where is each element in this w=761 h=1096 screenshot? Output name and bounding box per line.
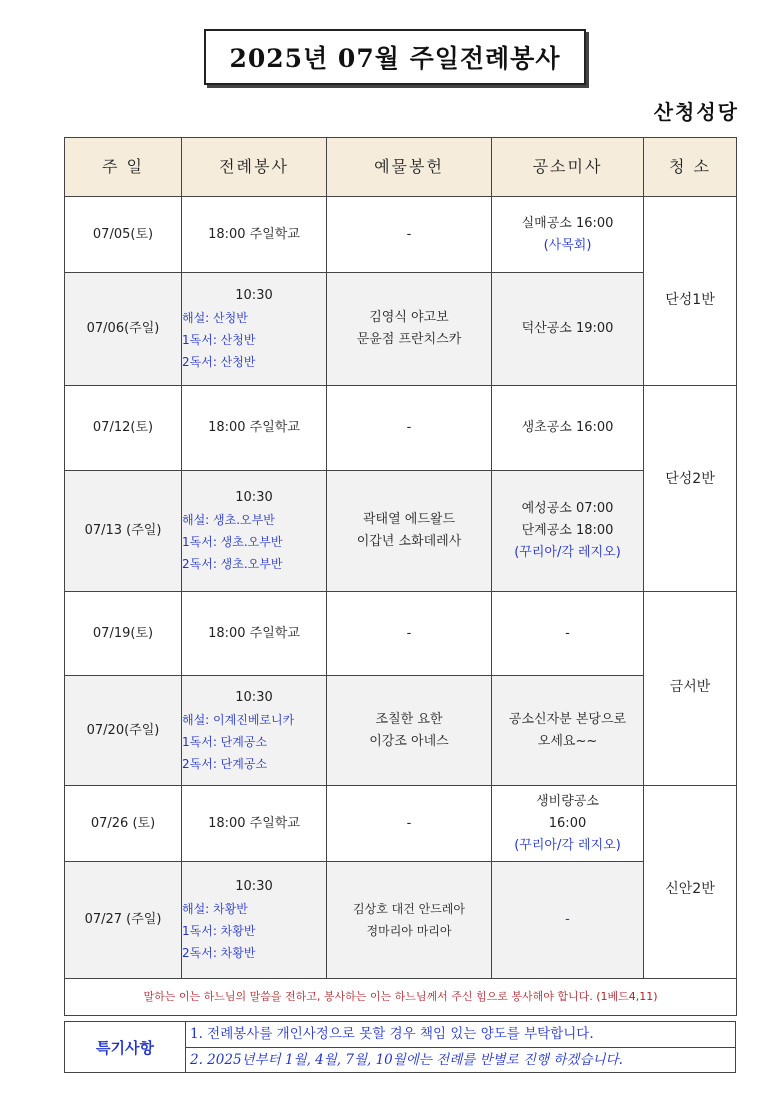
offering-cell xyxy=(327,386,492,471)
mission-line: 16:00 xyxy=(548,815,587,831)
date-cell: 07/20(주일) xyxy=(65,676,182,786)
mission-cell xyxy=(492,386,644,471)
offering-line: 문윤점 프란치스카 xyxy=(356,332,462,347)
service-reading-2: 2독서: 산청반 xyxy=(182,355,256,369)
offering-cell xyxy=(327,592,492,676)
header-mission: 공소미사 xyxy=(492,138,644,197)
service-main: 18:00 주일학교 xyxy=(208,226,300,242)
service-commentary: 해설: 이계진베로니카 xyxy=(182,712,295,727)
mission-line: 예성공소 07:00 xyxy=(521,501,614,516)
schedule-table xyxy=(64,137,737,1016)
mission-line: 덕산공소 19:00 xyxy=(521,321,614,336)
verse-text: 말하는 이는 하느님의 말씀을 전하고, 봉사하는 이는 하느님께서 주신 힘으로 봉사해야 합니다. (1베드4,11) xyxy=(65,979,737,1016)
service-time: 10:30 xyxy=(235,689,273,705)
mission-line: 실매공소 16:00 xyxy=(521,215,614,231)
offering-line: 이갑년 소화데레사 xyxy=(356,534,462,549)
mission-line: 오세요~~ xyxy=(537,733,598,749)
date-cell: 07/26 (토) xyxy=(65,786,182,862)
table-row xyxy=(65,676,737,786)
cleaning-cell: 금서반 xyxy=(644,592,737,786)
service-commentary: 해설: 차황반 xyxy=(182,902,248,916)
mission-note: (꾸리아/각 레지오) xyxy=(514,837,621,853)
mission-cell xyxy=(492,197,644,273)
offering-line: 조칠한 요한 xyxy=(375,711,443,727)
offering-cell xyxy=(327,786,492,862)
service-cell xyxy=(182,862,327,979)
service-commentary: 해설: 생초.오부반 xyxy=(182,513,275,527)
service-reading-2: 2독서: 생초.오부반 xyxy=(182,557,283,571)
offering-line: 이강조 아네스 xyxy=(369,733,449,749)
offering-line: - xyxy=(406,226,412,242)
offering-cell xyxy=(327,471,492,592)
service-reading-2: 2독서: 단계공소 xyxy=(182,756,268,771)
service-cell xyxy=(182,273,327,386)
mission-line: 생비량공소 xyxy=(536,793,599,809)
table-row xyxy=(65,386,737,471)
service-time: 10:30 xyxy=(235,490,273,505)
service-time: 10:30 xyxy=(235,879,273,894)
offering-line: - xyxy=(406,625,412,641)
parish-name: 산청성당 xyxy=(653,100,739,124)
note-line-2: 2. 2025년부터 1월, 4월, 7월, 10월에는 전례를 반별로 진행 하겠습니다. xyxy=(186,1047,736,1073)
service-cell xyxy=(182,786,327,862)
mission-line: 단계공소 18:00 xyxy=(521,523,614,538)
mission-cell xyxy=(492,471,644,592)
service-cell xyxy=(182,471,327,592)
service-time: 10:30 xyxy=(235,288,273,303)
mission-line: 공소신자분 본당으로 xyxy=(508,711,627,727)
date-cell: 07/05(토) xyxy=(65,197,182,273)
service-main: 18:00 주일학교 xyxy=(208,625,300,641)
offering-cell xyxy=(327,197,492,273)
mission-note: (사목회) xyxy=(543,237,592,253)
service-cell xyxy=(182,386,327,471)
offering-cell xyxy=(327,273,492,386)
notes-label: 특기사항 xyxy=(65,1022,186,1073)
mission-line: - xyxy=(565,625,570,641)
header-cleaning: 청 소 xyxy=(644,138,737,197)
header-row xyxy=(65,138,737,197)
mission-note: - xyxy=(565,912,570,927)
table-row xyxy=(65,273,737,386)
cleaning-cell: 단성2반 xyxy=(644,386,737,592)
table-row xyxy=(65,786,737,862)
table-row xyxy=(65,471,737,592)
date-cell: 07/19(토) xyxy=(65,592,182,676)
mission-cell xyxy=(492,592,644,676)
offering-cell xyxy=(327,862,492,979)
header-offering: 예물봉헌 xyxy=(327,138,492,197)
mission-note: (꾸리아/각 레지오) xyxy=(514,545,621,560)
notes-table xyxy=(64,1021,736,1073)
verse-row xyxy=(65,979,737,1016)
offering-line: 정마리아 마리아 xyxy=(366,924,452,938)
table-row xyxy=(65,862,737,979)
offering-line: 김상호 대건 안드레아 xyxy=(353,902,465,916)
cleaning-cell: 단성1반 xyxy=(644,197,737,386)
table-row xyxy=(65,592,737,676)
service-reading-1: 1독서: 생초.오부반 xyxy=(182,535,283,549)
date-cell: 07/12(토) xyxy=(65,386,182,471)
date-cell: 07/27 (주일) xyxy=(65,862,182,979)
mission-cell xyxy=(492,676,644,786)
mission-cell xyxy=(492,786,644,862)
mission-cell xyxy=(492,273,644,386)
offering-line: 김영식 야고보 xyxy=(369,310,449,325)
header-service: 전례봉사 xyxy=(182,138,327,197)
note-line-1: 1. 전례봉사를 개인사정으로 못할 경우 책임 있는 양도를 부탁합니다. xyxy=(186,1022,736,1048)
service-reading-1: 1독서: 단계공소 xyxy=(182,734,268,749)
service-cell xyxy=(182,676,327,786)
service-cell xyxy=(182,197,327,273)
page-title: 2025년 07월 주일전례봉사 xyxy=(204,29,586,85)
mission-cell xyxy=(492,862,644,979)
offering-line: - xyxy=(406,420,412,435)
offering-line: - xyxy=(406,815,412,831)
table-row xyxy=(65,197,737,273)
service-reading-1: 1독서: 차황반 xyxy=(182,924,256,938)
offering-line: 곽태열 에드왈드 xyxy=(362,512,456,527)
service-commentary: 해설: 산청반 xyxy=(182,311,248,325)
mission-line: 생초공소 16:00 xyxy=(521,420,614,435)
service-main: 18:00 주일학교 xyxy=(208,815,300,831)
cleaning-cell: 신안2반 xyxy=(644,786,737,979)
date-cell: 07/13 (주일) xyxy=(65,471,182,592)
service-reading-1: 1독서: 산청반 xyxy=(182,333,256,347)
service-cell xyxy=(182,592,327,676)
date-cell: 07/06(주일) xyxy=(65,273,182,386)
service-reading-2: 2독서: 차황반 xyxy=(182,946,256,960)
service-main: 18:00 주일학교 xyxy=(208,420,300,435)
offering-cell xyxy=(327,676,492,786)
header-date: 주 일 xyxy=(65,138,182,197)
